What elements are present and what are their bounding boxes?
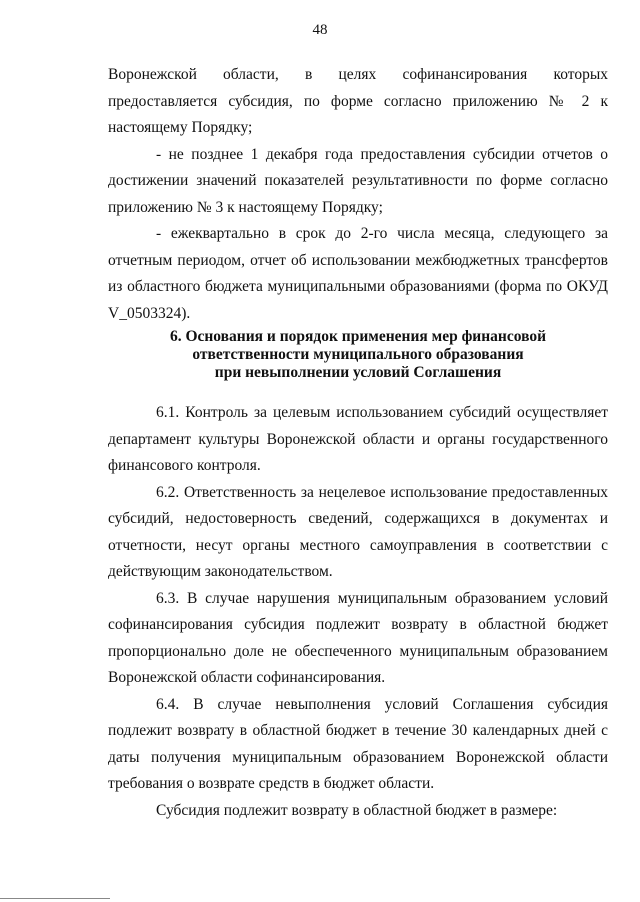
section-heading-line-1: 6. Основания и порядок применения мер финансовой: [169, 328, 547, 345]
section-heading-line-2: ответственности муниципального образования: [192, 346, 524, 363]
paragraph-bullet-reports: - не позднее 1 декабря года предоставления субсидии отчетов о достижении значений показателей результативности по форме согласно приложению № 3 к настоящему Порядку;: [108, 145, 608, 216]
paragraph-continuation: Воронежской области, в целях софинансирования которых предоставляется субсидия, по форме согласно приложению № 2 к настоящему Порядку;: [108, 66, 608, 136]
paragraph-bullet-quarterly: - ежеквартально в срок до 2-го числа месяца, следующего за отчетным периодом, отчет об использовании межбюджетных трансфертов из областного бюджета муниципальными образованиями (форма по ОКУД V_0503324).: [108, 225, 608, 322]
section-heading: [108, 328, 608, 382]
section-heading-line-3: при невыполнении условий Соглашения: [214, 364, 502, 381]
top-text-block: [108, 62, 608, 327]
section-text-block: [108, 400, 608, 824]
page-number: 48: [312, 22, 328, 38]
paragraph-6-2: 6.2. Ответственность за нецелевое использование предоставленных субсидий, недостоверность сведений, содержащихся в документах и отчетности, несут органы местного самоуправления в соответствии с действующим законодательством.: [108, 483, 608, 580]
paragraph-refund-amount: Субсидия подлежит возврату в областной бюджет в размере:: [156, 801, 558, 819]
footer-divider: [0, 898, 110, 899]
paragraph-6-3: 6.3. В случае нарушения муниципальным образованием условий софинансирования субсидия подлежит возврату в областной бюджет пропорционально доле не обеспеченного муниципальным образованием Воронежской области софинансирования.: [108, 589, 608, 686]
paragraph-6-4: 6.4. В случае невыполнения условий Соглашения субсидия подлежит возврату в областной бюджет в течение 30 календарных дней с даты получения муниципальным образованием Воронежской области требования о возврате средств в бюджет области.: [108, 695, 608, 792]
paragraph-6-1: 6.1. Контроль за целевым использованием субсидий осуществляет департамент культуры Воронежской области и органы государственного финансового контроля.: [108, 404, 608, 474]
